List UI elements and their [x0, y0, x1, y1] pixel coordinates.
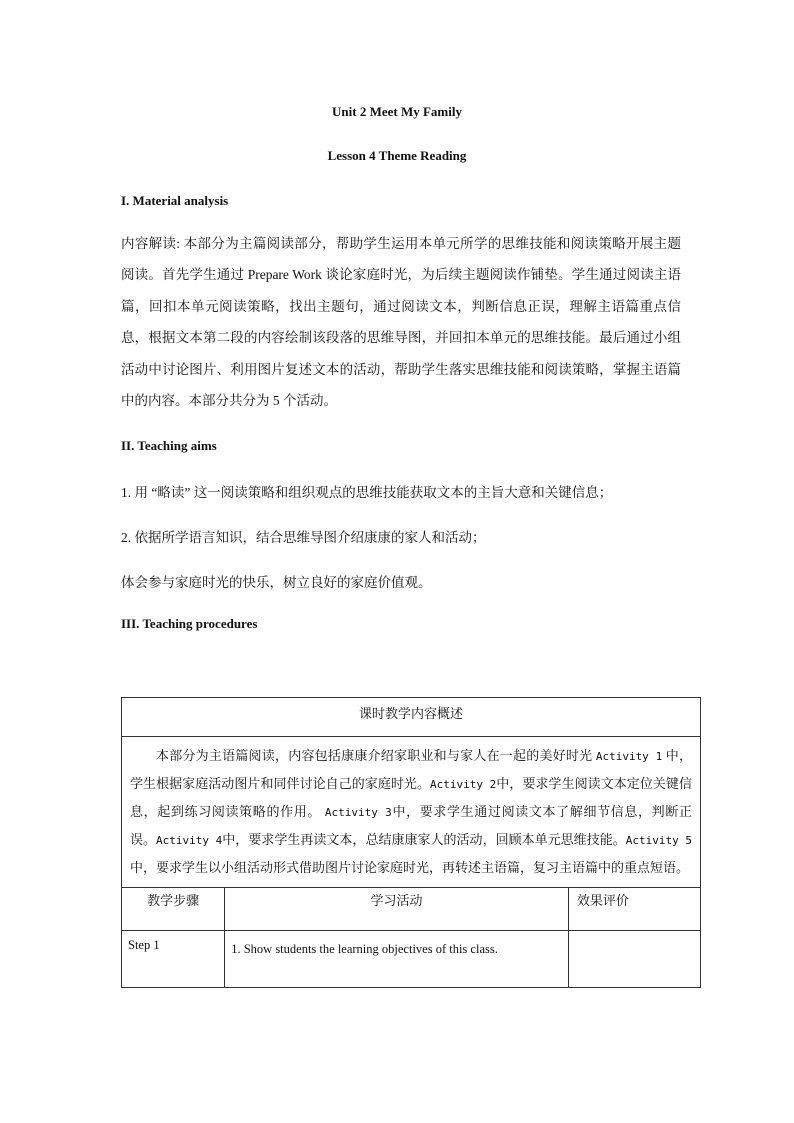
activity-label: Activity 3 — [324, 806, 392, 819]
activity-label: Activity 1 — [595, 750, 663, 763]
summary-text: 中，学生根据家庭活动图片和同伴讨论自己的家庭时光。 — [130, 748, 692, 791]
summary-text: 本部分为主语篇阅读，内容包括康康介绍家职业和与家人在一起的美好时光 — [156, 748, 596, 763]
activity-label: Activity 5 — [625, 834, 692, 847]
unit-title: Unit 2 Meet My Family — [332, 104, 462, 119]
section-heading-teaching-procedures: III. Teaching procedures — [121, 616, 258, 631]
teaching-aim-item: 2. 依据所学语言知识，结合思维导图介绍康康的家人和活动； — [121, 530, 486, 545]
section-heading-material-analysis: I. Material analysis — [121, 193, 229, 208]
lesson-title: Lesson 4 Theme Reading — [327, 148, 467, 163]
activity-label: Activity 4 — [156, 834, 223, 847]
step-cell: Step 1 — [122, 931, 225, 988]
summary-text: 中，要求学生再读文本，总结康康家人的活动，回顾本单元思维技能。 — [222, 832, 626, 847]
summary-cell — [122, 737, 701, 888]
table-row — [122, 931, 701, 988]
material-analysis-paragraph: 内容解读: 本部分为主篇阅读部分，帮助学生运用本单元所学的思维技能和阅读策略开展主题阅读。首先学生通过 Prepare Work 谈论家庭时光，为后续主题阅读作铺垫。学生通过阅读主语篇，回扣本单元阅读策略，找出主题句，通过阅读文本，判断信息正误，理解主语篇重点信息，根据文本第二段的内容绘制该段落的思维导图，并回扣本单元的思维技能。最后通过小组活动中讨论图片、利用图片复述文本的活动，帮助学生落实思维技能和阅读策略，掌握主语篇中的内容。本部分共分为 5 个活动。 — [121, 236, 681, 409]
header-evaluation: 效果评价 — [568, 888, 700, 931]
activity-cell: 1. Show students the learning objectives of this class. — [225, 931, 569, 988]
summary-title-cell: 课时教学内容概述 — [122, 698, 701, 737]
header-activity: 学习活动 — [225, 888, 569, 931]
summary-text: 中，要求学生阅读文本定位关键信息，起到练习阅读策略的作用。 — [130, 776, 692, 819]
header-step: 教学步骤 — [122, 888, 225, 931]
lesson-plan-table — [121, 697, 701, 988]
activity-label: Activity 2 — [430, 778, 497, 791]
section-heading-teaching-aims: II. Teaching aims — [121, 438, 217, 453]
summary-text: 中，要求学生通过阅读文本了解细节信息，判断正误。 — [130, 804, 692, 847]
summary-text: 中，要求学生以小组活动形式借助图片讨论家庭时光，再转述主语篇，复习主语篇中的重点短语。 — [130, 860, 690, 875]
evaluation-cell — [568, 931, 700, 988]
teaching-aim-item: 体会参与家庭时光的快乐，树立良好的家庭价值观。 — [121, 575, 432, 590]
teaching-aim-item: 1. 用 “略读” 这一阅读策略和组织观点的思维技能获取文本的主旨大意和关键信息； — [121, 485, 613, 500]
